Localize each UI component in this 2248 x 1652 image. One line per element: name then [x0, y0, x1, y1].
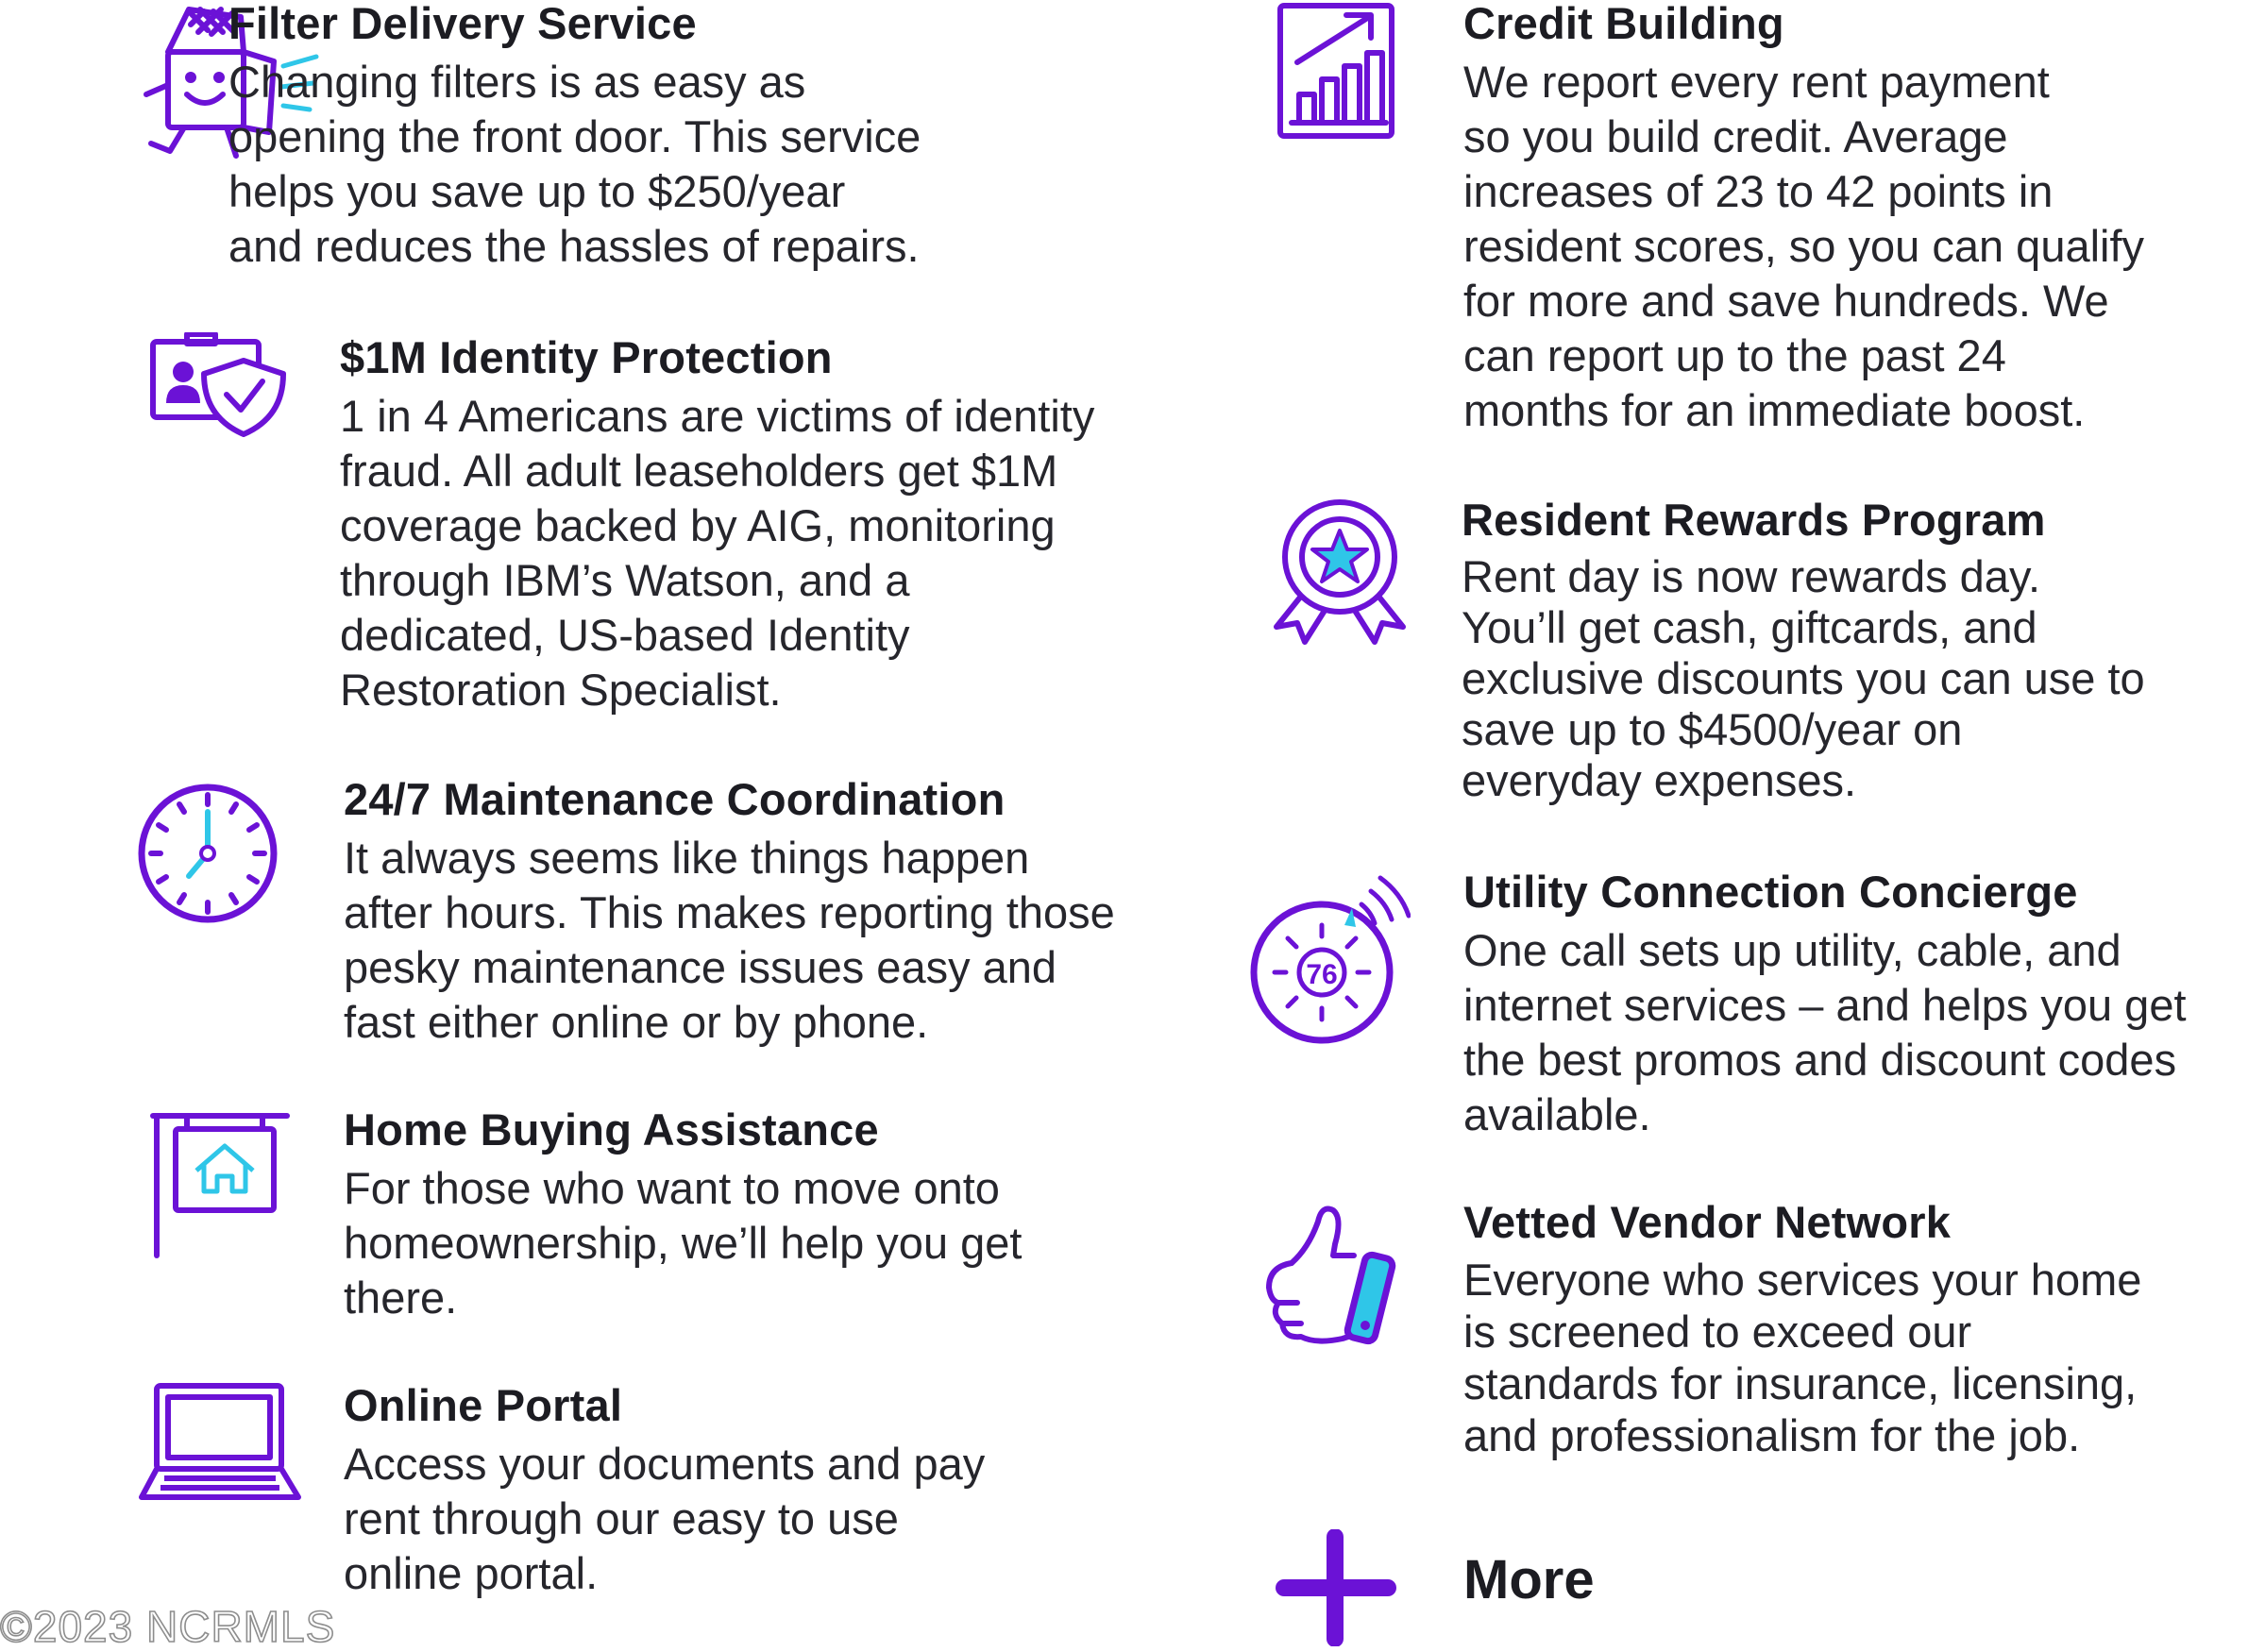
id-shield-icon — [149, 332, 291, 446]
feature-description: One call sets up utility, cable, and internet services – and helps you get the best promos and discount codes available. — [1463, 925, 2187, 1139]
feature-description: 1 in 4 Americans are victims of identity fraud. All adult leaseholders get $1M coverage backed by AIG, monitoring through IBM’s Watson, and a dedicated, US-based Identity Restoration Specialist. — [340, 391, 1095, 715]
feature-title: Resident Rewards Program — [1462, 495, 2046, 545]
feature-title: Utility Connection Concierge — [1463, 867, 2078, 917]
house-sign-icon — [149, 1104, 291, 1260]
feature-description: It always seems like things happen after hours. This makes reporting those pesky maintenance issues easy and fast either online or by phone. — [344, 833, 1115, 1047]
clock-icon — [134, 774, 285, 925]
feature-description: Changing filters is as easy as opening the front door. This service helps you save up to $250/year and reduces the hassles of repairs. — [228, 57, 921, 271]
feature-title: Online Portal — [344, 1380, 623, 1430]
feature-title: $1M Identity Protection — [340, 332, 833, 382]
feature-description: We report every rent payment so you build credit. Average increases of 23 to 42 points in resident scores, so you can qualify for more and save hundreds. We can report up to the past 24 months for an immediate boost. — [1463, 57, 2145, 435]
growth-chart-icon — [1276, 0, 1399, 142]
feature-title: 24/7 Maintenance Coordination — [344, 774, 1006, 824]
feature-description: Everyone who services your home is screened to exceed our standards for insurance, licensing, and professionalism for the job. — [1463, 1255, 2142, 1460]
award-ribbon-icon — [1269, 495, 1411, 646]
copyright-watermark: ©2023 NCRMLS — [0, 1602, 336, 1651]
thermostat-reading: 76 — [1306, 959, 1338, 990]
feature-description: Access your documents and pay rent through our easy to use online portal. — [344, 1439, 986, 1598]
plus-icon — [1275, 1529, 1397, 1646]
laptop-icon — [138, 1380, 303, 1503]
feature-title: Filter Delivery Service — [228, 0, 697, 48]
feature-description: Rent day is now rewards day. You’ll get cash, giftcards, and exclusive discounts you can use to save up to $4500/year on everyday expenses. — [1462, 551, 2145, 805]
feature-description: For those who want to move onto homeownership, we’ll help you get there. — [344, 1163, 1023, 1323]
more-label[interactable]: More — [1463, 1549, 1595, 1610]
feature-title: Vetted Vendor Network — [1463, 1197, 1952, 1247]
feature-title: Home Buying Assistance — [344, 1104, 879, 1155]
thumbs-up-icon — [1259, 1197, 1401, 1353]
feature-title: Credit Building — [1463, 0, 1784, 48]
thermostat-icon — [1250, 867, 1411, 1055]
